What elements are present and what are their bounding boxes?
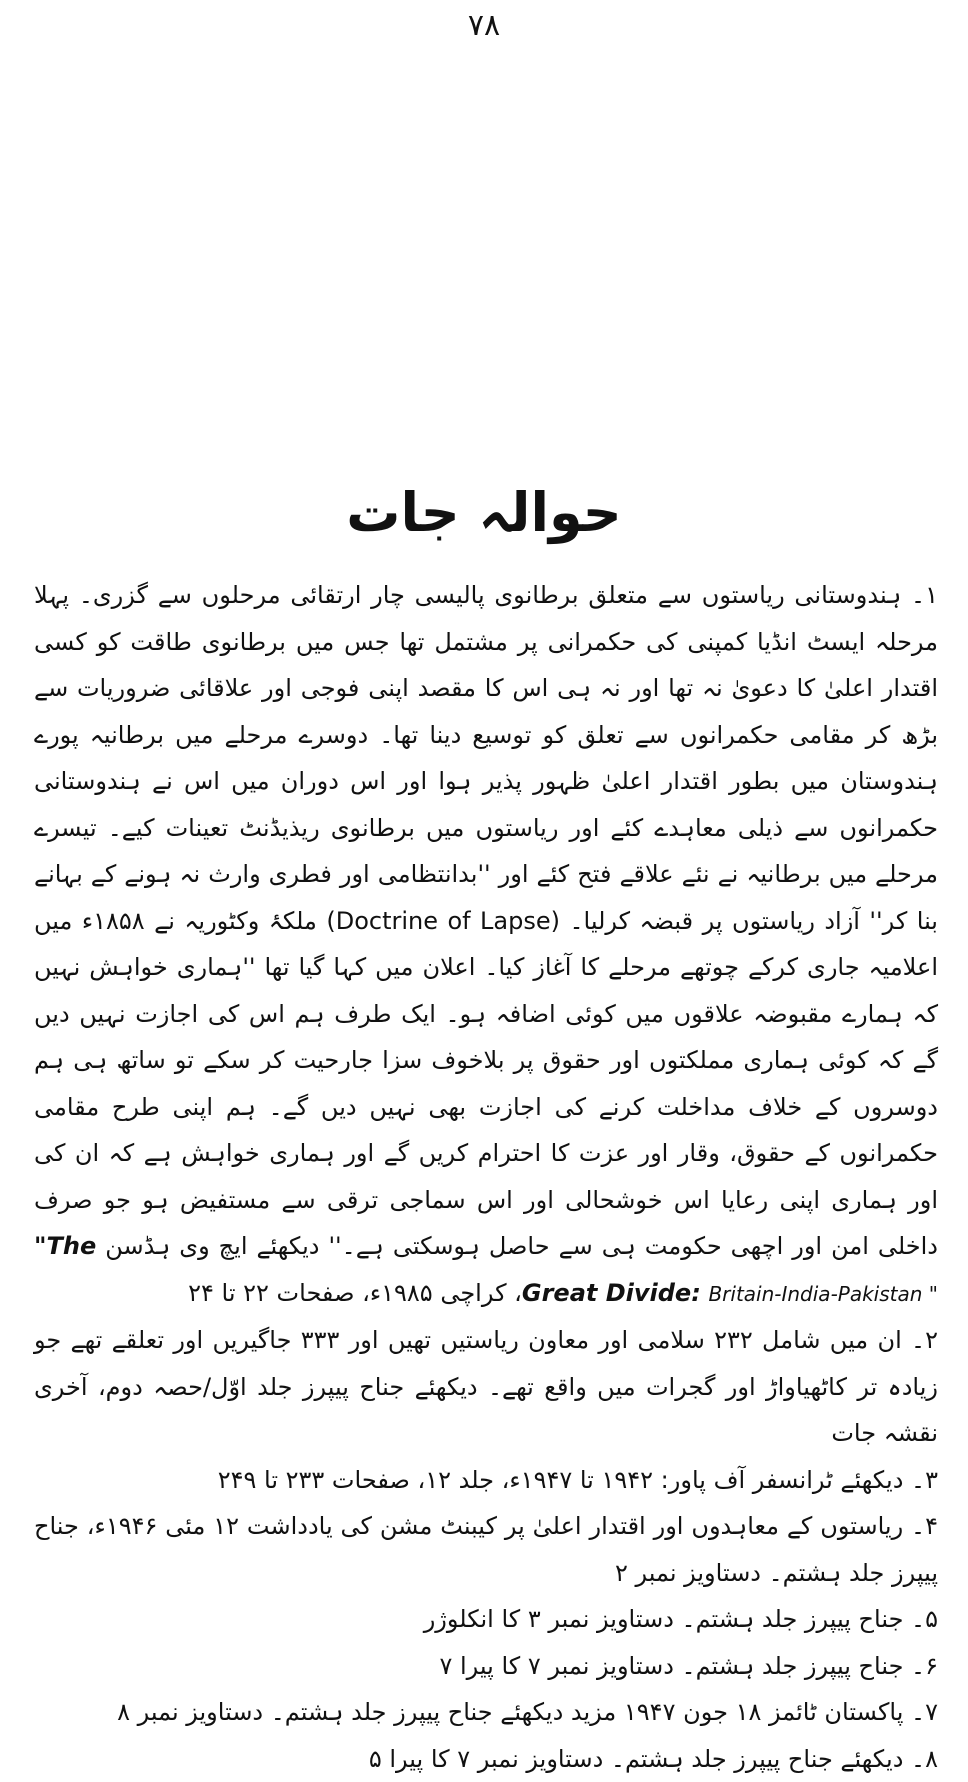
note-1-text: ۱۔ ہندوستانی ریاستوں سے متعلق برطانوی پالیسی چار ارتقائی مرحلوں سے گزری۔ پہلا مرحلہ ایسٹ انڈیا کمپنی کی حکمرانی پر مشتمل تھا جس میں برطانوی طاقت کو کسی اقتدار اعلیٰ کا دعویٰ نہ تھا اور نہ ہی اس کا مقصد اپنی فوجی اور علاقائی ضروریات سے بڑھ کر مقامی حکمرانوں سے تعلق کو توسیع دینا تھا۔ دوسرے مرحلے میں برطانیہ پورے ہندوستان میں بطور اقتدار اعلیٰ ظہور پذیر ہوا اور اس دوران میں اس نے ہندوستانی حکمرانوں سے ذیلی معاہدے کئے اور ریاستوں میں برطانوی ریذیڈنٹ تعینات کیے۔ تیسرے مرحلے میں برطانیہ نے نئے علاقے فتح کئے اور ''بدانتظامی اور فطری وارث نہ ہونے کے بہانے بنا کر'' آزاد ریاستوں پر قبضہ کرلیا۔: [34, 581, 938, 935]
section-heading: حوالہ جات: [0, 478, 968, 548]
note-1-source-title: "The Great Divide:: [34, 1232, 701, 1307]
note-1-term: (Doctrine of Lapse): [326, 907, 560, 935]
reference-note-8: ۸۔ دیکھئے جناح پیپرز جلد ہشتم۔ دستاویز نمبر ۷ کا پیرا ۵: [34, 1736, 938, 1782]
reference-note-1: [34, 572, 938, 1317]
reference-note-4: ۴۔ ریاستوں کے معاہدوں اور اقتدار اعلیٰ پر کیبنٹ مشن کی یادداشت ۱۲ مئی ۱۹۴۶ء، جناح پیپرز جلد ہشتم۔ دستاویز نمبر ۲: [34, 1503, 938, 1596]
reference-note-5: ۵۔ جناح پیپرز جلد ہشتم۔ دستاویز نمبر ۳ کا انکلوژر: [34, 1596, 938, 1643]
reference-note-7: ۷۔ پاکستان ٹائمز ۱۸ جون ۱۹۴۷ مزید دیکھئے جناح پیپرز جلد ہشتم۔ دستاویز نمبر ۸: [34, 1689, 938, 1736]
reference-note-6: ۶۔ جناح پیپرز جلد ہشتم۔ دستاویز نمبر ۷ کا پیرا ۷: [34, 1643, 938, 1690]
reference-note-3: ۳۔ دیکھئے ٹرانسفر آف پاور: ۱۹۴۲ تا ۱۹۴۷ء، جلد ۱۲، صفحات ۲۳۳ تا ۲۴۹: [34, 1457, 938, 1504]
note-1-source-subtitle: Britain-India-Pakistan ": [708, 1282, 938, 1306]
reference-note-2: ۲۔ ان میں شامل ۲۳۲ سلامی اور معاون ریاستیں تھیں اور ۳۳۳ جاگیریں اور تعلقے تھے جو زیادہ تر کاٹھیاواڑ اور گجرات میں واقع تھے۔ دیکھئے جناح پیپرز جلد اوّل/حصہ دوم، آخری نقشہ جات: [34, 1317, 938, 1457]
page-number: ۷۸: [0, 6, 968, 46]
note-1-source-details: ، کراچی ۱۹۸۵ء، صفحات ۲۲ تا ۲۴: [188, 1279, 522, 1307]
references-list: [34, 572, 938, 1782]
note-1-continuation: ملکۂ وکٹوریہ نے ۱۸۵۸ء میں اعلامیہ جاری کرکے چوتھے مرحلے کا آغاز کیا۔ اعلان میں کہا گیا تھا ''ہماری خواہش نہیں کہ ہمارے مقبوضہ علاقوں میں کوئی اضافہ ہو۔ ایک طرف ہم اس کی اجازت نہیں دیں گے کہ کوئی ہماری مملکتوں اور حقوق پر بلاخوف سزا جارحیت کر سکے تو ساتھ ہی ہم دوسروں کے خلاف مداخلت کرنے کی اجازت بھی نہیں دیں گے۔ ہم اپنی طرح مقامی حکمرانوں کے حقوق، وقار اور عزت کا احترام کریں گے اور ہماری خواہش ہے کہ ان کی اور ہماری اپنی رعایا اس خوشحالی اور اس سماجی ترقی سے مستفیض ہو جو صرف داخلی امن اور اچھی حکومت ہی سے حاصل ہوسکتی ہے۔'' دیکھئے ایچ وی ہڈسن: [34, 907, 938, 1261]
